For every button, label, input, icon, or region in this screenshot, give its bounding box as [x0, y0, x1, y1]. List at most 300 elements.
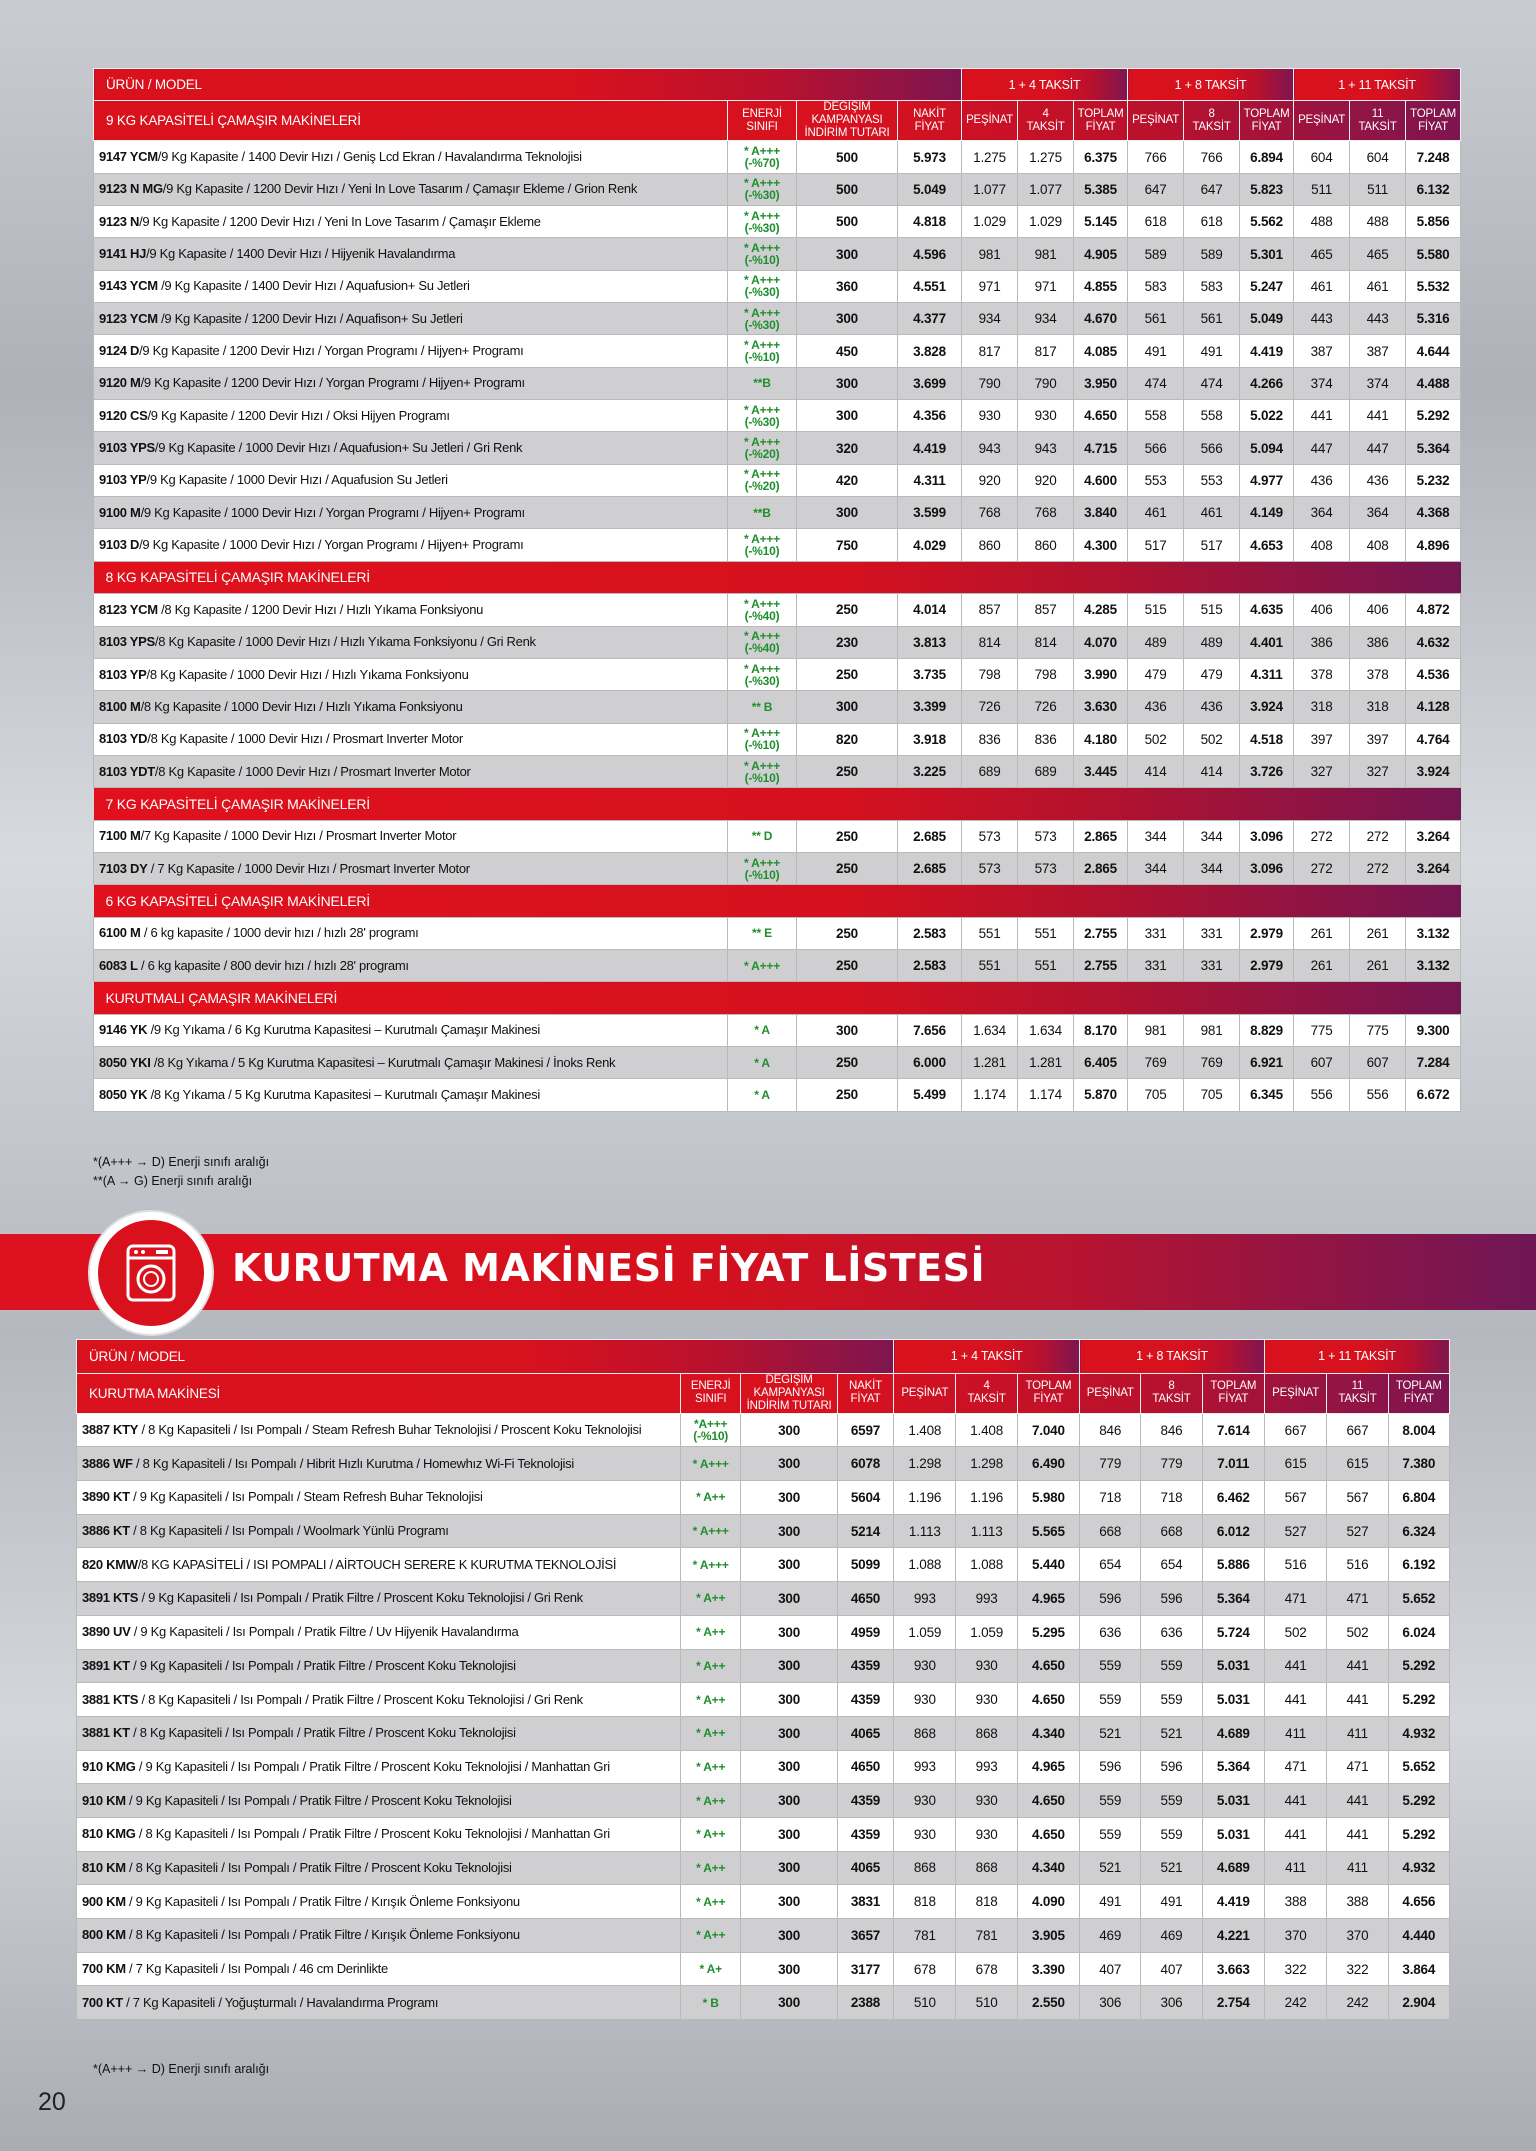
cash-price: 3177: [837, 1952, 893, 1986]
down-payment-header: PEŞİNAT: [1080, 1373, 1141, 1413]
down-payment-8: 559: [1080, 1683, 1141, 1717]
campaign-discount: 300: [741, 1582, 837, 1616]
down-payment-11: 441: [1264, 1683, 1326, 1717]
model-features: / 9 Kg Kapasiteli / Isı Pompalı / Pratik Filtre / Proscent Koku Teknolojisi / Manhattan Gri: [135, 1758, 610, 1774]
model-features: / 6 kg kapasite / 1000 devir hızı / hızlı 28' programı: [140, 925, 419, 941]
down-payment-8: 414: [1128, 755, 1184, 787]
total-price-11: 2.904: [1388, 1986, 1449, 2020]
table-row: [94, 335, 1461, 367]
total-price-8: 4.653: [1240, 529, 1294, 561]
model-code: 3891 KT: [82, 1657, 130, 1673]
model-code: 910 KMG: [82, 1758, 136, 1774]
total-price-4: 5.565: [1017, 1514, 1079, 1548]
total-price-8: 5.031: [1202, 1784, 1264, 1818]
campaign-discount: 300: [741, 1615, 837, 1649]
installment-8: 589: [1184, 238, 1240, 270]
campaign-discount: 250: [797, 917, 898, 949]
table-row: [77, 1784, 1450, 1818]
installment-11: 465: [1350, 238, 1406, 270]
energy-class: [728, 1046, 797, 1078]
table-row: [94, 626, 1461, 658]
installment-8: 474: [1184, 367, 1240, 399]
down-payment-4: 1.298: [894, 1447, 956, 1481]
down-payment-8: 769: [1128, 1046, 1184, 1078]
total-price-8: 4.311: [1240, 658, 1294, 690]
total-price-header: TOPLAM FİYAT: [1240, 101, 1294, 141]
model-code: 9103 D: [99, 537, 140, 553]
product-description: [94, 723, 728, 755]
total-price-8: 5.562: [1240, 206, 1294, 238]
cash-price: 2388: [837, 1986, 893, 2020]
total-price-11: 4.368: [1406, 497, 1461, 529]
total-price-11: 5.292: [1388, 1817, 1449, 1851]
down-payment-8: 636: [1080, 1615, 1141, 1649]
down-payment-11: 471: [1264, 1582, 1326, 1616]
energy-class: [728, 1014, 797, 1046]
down-payment-8: 718: [1080, 1481, 1141, 1515]
table-row: [94, 1079, 1461, 1111]
down-payment-4: 1.196: [894, 1481, 956, 1515]
down-payment-8: 502: [1128, 723, 1184, 755]
model-features: /8 Kg Yıkama / 5 Kg Kurutma Kapasitesi – Kurutmalı Çamaşır Makinesi: [147, 1086, 540, 1102]
down-payment-8: 491: [1128, 335, 1184, 367]
model-code: 810 KM: [82, 1859, 126, 1875]
energy-class: [728, 238, 797, 270]
down-payment-11: 667: [1264, 1413, 1326, 1447]
installment-4: 1.113: [956, 1514, 1017, 1548]
down-payment-8: 647: [1128, 173, 1184, 205]
energy-class-label: * A: [754, 1087, 770, 1102]
total-price-header: TOPLAM FİYAT: [1406, 101, 1461, 141]
installment-4: 814: [1018, 626, 1074, 658]
down-payment-4: 868: [894, 1716, 956, 1750]
model-code: 8050 YK: [99, 1086, 148, 1102]
installment-8: 479: [1184, 658, 1240, 690]
model-code: 810 KMG: [82, 1826, 136, 1842]
installment-11: 615: [1327, 1447, 1388, 1481]
energy-class-label: * A+++: [692, 1524, 729, 1539]
model-features: / 8 Kg Kapasiteli / Isı Pompalı / Woolmark Yünlü Programı: [129, 1523, 449, 1539]
down-payment-4: 818: [894, 1885, 956, 1919]
campaign-discount: 300: [797, 691, 898, 723]
total-price-8: 4.221: [1202, 1919, 1264, 1953]
down-payment-8: 521: [1080, 1851, 1141, 1885]
cash-price: 4359: [837, 1649, 893, 1683]
down-payment-4: 781: [894, 1919, 956, 1953]
total-price-8: 5.823: [1240, 173, 1294, 205]
down-payment-8: 553: [1128, 464, 1184, 496]
table-row: [94, 464, 1461, 496]
model-code: 6100 M: [99, 925, 141, 941]
installment-11: 441: [1350, 400, 1406, 432]
section-title: 6 KG KAPASİTELİ ÇAMAŞIR MAKİNELERİ: [94, 885, 1461, 917]
installment-11: 461: [1350, 270, 1406, 302]
installment-8: 654: [1141, 1548, 1202, 1582]
energy-class-percent: (-%10): [744, 738, 780, 753]
installment-11: 607: [1350, 1046, 1406, 1078]
table-row: [94, 658, 1461, 690]
total-price-11: 6.672: [1406, 1079, 1461, 1111]
down-payment-4: 971: [962, 270, 1018, 302]
total-price-4: 4.340: [1017, 1851, 1079, 1885]
total-price-4: 5.145: [1074, 206, 1128, 238]
model-code: 9141 HJ: [99, 246, 147, 262]
installment-11: 441: [1327, 1784, 1388, 1818]
energy-class: [728, 1079, 797, 1111]
installment-8: 461: [1184, 497, 1240, 529]
table-row: [77, 1952, 1450, 1986]
down-payment-11: 436: [1294, 464, 1350, 496]
energy-class-label: * A+++: [743, 208, 781, 223]
installment-11: 411: [1327, 1851, 1388, 1885]
down-payment-4: 1.408: [894, 1413, 956, 1447]
down-payment-11: 461: [1294, 270, 1350, 302]
total-price-4: 8.170: [1074, 1014, 1128, 1046]
campaign-discount: 500: [797, 141, 898, 173]
cash-price: 4065: [837, 1716, 893, 1750]
down-payment-11: 556: [1294, 1079, 1350, 1111]
down-payment-4: 798: [962, 658, 1018, 690]
table-row: [94, 723, 1461, 755]
down-payment-11: 318: [1294, 691, 1350, 723]
down-payment-11: 408: [1294, 529, 1350, 561]
cash-price: 4.818: [898, 206, 962, 238]
energy-class-label: * A++: [696, 1658, 726, 1673]
energy-class: [681, 1784, 741, 1818]
table-row: [77, 1548, 1450, 1582]
model-features: / 9 Kg Kapasiteli / Isı Pompalı / Pratik Filtre / Uv Hijyenik Havalandırma: [130, 1624, 519, 1640]
section-title: 7 KG KAPASİTELİ ÇAMAŞIR MAKİNELERİ: [94, 788, 1461, 820]
product-description: [77, 1750, 681, 1784]
table-row: [77, 1750, 1450, 1784]
installment-4: 868: [956, 1716, 1017, 1750]
model-features: /9 Kg Kapasite / 1200 Devir Hızı / Yorgan Programı / Hijyen+ Programı: [140, 375, 525, 391]
energy-class: [728, 852, 797, 884]
total-price-11: 5.652: [1388, 1750, 1449, 1784]
plan-8-header: 1 + 8 TAKSİT: [1080, 1340, 1265, 1374]
total-price-8: 5.094: [1240, 432, 1294, 464]
installment-4: 930: [956, 1683, 1017, 1717]
total-price-4: 3.905: [1017, 1919, 1079, 1953]
model-features: /9 Kg Kapasite / 1000 Devir Hızı / Yorgan Programı / Hijyen+ Programı: [139, 537, 524, 553]
banner-title: KURUTMA MAKİNESİ FİYAT LİSTESİ: [232, 1246, 986, 1290]
product-description: [94, 400, 728, 432]
product-description: [77, 1784, 681, 1818]
energy-class-label: * A++: [696, 1928, 726, 1943]
down-payment-8: 583: [1128, 270, 1184, 302]
cash-price: 4.029: [898, 529, 962, 561]
model-code: 9124 D: [99, 343, 140, 359]
total-price-11: 5.292: [1388, 1649, 1449, 1683]
installment-4: 930: [956, 1649, 1017, 1683]
down-payment-4: 1.077: [962, 173, 1018, 205]
down-payment-8: 654: [1080, 1548, 1141, 1582]
installment-8: 618: [1184, 206, 1240, 238]
table-row: [94, 1014, 1461, 1046]
campaign-discount-header: DEĞİŞİM KAMPANYASI İNDİRİM TUTARI: [741, 1373, 837, 1413]
model-features: /9 Kg Kapasite / 1200 Devir Hızı / Oksi Hijyen Programı: [147, 407, 450, 423]
installment-8: 558: [1184, 400, 1240, 432]
section-title: 9 KG KAPASİTELİ ÇAMAŞIR MAKİNELERİ: [94, 101, 728, 141]
model-features: / 8 Kg Kapasiteli / Isı Pompalı / Steam Refresh Buhar Teknolojisi / Proscent Koku Teknolojisi: [138, 1422, 642, 1438]
total-price-8: 5.301: [1240, 238, 1294, 270]
energy-class-label: * A++: [696, 1894, 726, 1909]
model-code: 3881 KT: [82, 1725, 130, 1741]
installment-11: 447: [1350, 432, 1406, 464]
energy-class-label: ** B: [751, 699, 773, 714]
total-price-11: 4.932: [1388, 1851, 1449, 1885]
installment-8: 489: [1184, 626, 1240, 658]
energy-class-label: * A++: [696, 1490, 726, 1505]
model-features: / 9 Kg Kapasiteli / Isı Pompalı / Pratik Filtre / Proscent Koku Teknolojisi: [129, 1657, 516, 1673]
down-payment-11: 775: [1294, 1014, 1350, 1046]
energy-class: [728, 917, 797, 949]
campaign-discount: 300: [741, 1817, 837, 1851]
total-price-4: 4.650: [1017, 1817, 1079, 1851]
model-features: / 7 Kg Kapasiteli / Yoğuşturmalı / Havalandırma Programı: [122, 1994, 439, 2010]
model-features: /9 Kg Kapasite / 1000 Devir Hızı / Yorgan Programı / Hijyen+ Programı: [140, 504, 525, 520]
energy-class: [681, 1851, 741, 1885]
total-price-4: 4.715: [1074, 432, 1128, 464]
product-description: [94, 594, 728, 626]
product-description: [94, 1014, 728, 1046]
model-features: / 9 Kg Kapasiteli / Isı Pompalı / Steam Refresh Buhar Teknolojisi: [129, 1489, 483, 1505]
total-price-8: 6.462: [1202, 1481, 1264, 1515]
energy-class-label: * A+++: [692, 1456, 729, 1471]
installment-8: 718: [1141, 1481, 1202, 1515]
installment-4: 1.196: [956, 1481, 1017, 1515]
installment-8: 306: [1141, 1986, 1202, 2020]
model-code: 800 KM: [82, 1927, 126, 1943]
total-price-8: 5.031: [1202, 1649, 1264, 1683]
total-price-8: 2.979: [1240, 949, 1294, 981]
campaign-discount: 360: [797, 270, 898, 302]
energy-class: [728, 529, 797, 561]
table-row: [94, 594, 1461, 626]
installment-11: 388: [1327, 1885, 1388, 1919]
down-payment-8: 469: [1080, 1919, 1141, 1953]
installment-8: 344: [1184, 820, 1240, 852]
energy-class-percent: (-%30): [744, 673, 780, 688]
energy-class-label: * A+++: [743, 726, 781, 741]
down-payment-8: 589: [1128, 238, 1184, 270]
table-row: [94, 367, 1461, 399]
installment-11: 408: [1350, 529, 1406, 561]
campaign-discount: 300: [741, 1548, 837, 1582]
total-price-8: 7.614: [1202, 1413, 1264, 1447]
campaign-discount: 300: [741, 1986, 837, 2020]
installment-4: 1.029: [1018, 206, 1074, 238]
down-payment-8: 521: [1080, 1716, 1141, 1750]
total-price-header: TOPLAM FİYAT: [1017, 1373, 1079, 1413]
cash-price: 4.419: [898, 432, 962, 464]
down-payment-4: 1.281: [962, 1046, 1018, 1078]
installment-8: 331: [1184, 949, 1240, 981]
product-description: [94, 658, 728, 690]
table-row: [77, 1514, 1450, 1548]
total-price-8: 5.031: [1202, 1817, 1264, 1851]
product-description: [94, 238, 728, 270]
installment-4: 726: [1018, 691, 1074, 723]
model-code: 3886 WF: [82, 1455, 133, 1471]
down-payment-4: 817: [962, 335, 1018, 367]
cash-price-header: NAKİT FİYAT: [898, 101, 962, 141]
table-row: [77, 1919, 1450, 1953]
model-code: 8103 YPS: [99, 634, 155, 650]
model-features: /8 Kg Yıkama / 5 Kg Kurutma Kapasitesi – Kurutmalı Çamaşır Makinesi / İnoks Renk: [150, 1054, 616, 1070]
product-description: [94, 626, 728, 658]
installment-8: 981: [1184, 1014, 1240, 1046]
model-code: 3891 KTS: [82, 1590, 139, 1606]
installment-4: 857: [1018, 594, 1074, 626]
model-features: / 8 Kg Kapasiteli / Isı Pompalı / Hibrit Hızlı Kurutma / Homewhız Wi-Fi Teknolojisi: [132, 1455, 574, 1471]
model-features: /9 Kg Kapasite / 1200 Devir Hızı / Aquafison+ Su Jetleri: [157, 310, 463, 326]
down-payment-4: 836: [962, 723, 1018, 755]
model-code: 9143 YCM: [99, 278, 158, 294]
installment-11: 775: [1350, 1014, 1406, 1046]
energy-class-percent: (-%30): [744, 317, 780, 332]
table-row: [94, 949, 1461, 981]
installment-4: 993: [956, 1582, 1017, 1616]
down-payment-11: 447: [1294, 432, 1350, 464]
model-features: / 9 Kg Kapasiteli / Isı Pompalı / Pratik Filtre / Kırışık Önleme Fonksiyonu: [125, 1893, 520, 1909]
installment-8: 436: [1184, 691, 1240, 723]
total-price-4: 4.340: [1017, 1716, 1079, 1750]
table-row: [94, 820, 1461, 852]
table-row: [94, 852, 1461, 884]
total-price-11: 5.232: [1406, 464, 1461, 496]
down-payment-8: 491: [1080, 1885, 1141, 1919]
campaign-discount: 420: [797, 464, 898, 496]
total-price-4: 5.980: [1017, 1481, 1079, 1515]
down-payment-header: PEŞİNAT: [1294, 101, 1350, 141]
installment-4: 768: [1018, 497, 1074, 529]
installment-4: 1.059: [956, 1615, 1017, 1649]
campaign-discount: 250: [797, 949, 898, 981]
energy-class: [728, 949, 797, 981]
energy-class-label: * A+++: [743, 338, 781, 353]
total-price-8: 5.364: [1202, 1750, 1264, 1784]
down-payment-8: 559: [1080, 1784, 1141, 1818]
installment-8: 344: [1184, 852, 1240, 884]
cash-price: 3.225: [898, 755, 962, 787]
down-payment-11: 386: [1294, 626, 1350, 658]
total-price-11: 5.292: [1388, 1784, 1449, 1818]
model-features: / 7 Kg Kapasiteli / Isı Pompalı / 46 cm Derinlikte: [125, 1961, 388, 1977]
total-price-8: 3.096: [1240, 852, 1294, 884]
installment-11: 502: [1327, 1615, 1388, 1649]
model-code: 8103 YDT: [99, 763, 155, 779]
installment-11: 488: [1350, 206, 1406, 238]
campaign-discount: 300: [797, 238, 898, 270]
installment-8: 414: [1184, 755, 1240, 787]
total-price-11: 4.872: [1406, 594, 1461, 626]
installment-8: 331: [1184, 917, 1240, 949]
energy-class-label: * A+++: [743, 855, 781, 870]
section-row: [94, 561, 1461, 593]
down-payment-8: 331: [1128, 949, 1184, 981]
cash-price: 4.596: [898, 238, 962, 270]
table-row: [94, 303, 1461, 335]
campaign-discount: 320: [797, 432, 898, 464]
down-payment-8: 461: [1128, 497, 1184, 529]
down-payment-4: 551: [962, 949, 1018, 981]
total-price-8: 5.886: [1202, 1548, 1264, 1582]
product-description: [77, 1615, 681, 1649]
total-price-8: 6.894: [1240, 141, 1294, 173]
energy-class: [681, 1582, 741, 1616]
product-description: [77, 1817, 681, 1851]
total-price-11: 4.128: [1406, 691, 1461, 723]
down-payment-11: 441: [1264, 1649, 1326, 1683]
down-payment-11: 465: [1294, 238, 1350, 270]
total-price-11: 3.864: [1388, 1952, 1449, 1986]
total-price-4: 2.755: [1074, 949, 1128, 981]
down-payment-4: 573: [962, 820, 1018, 852]
installment-4: 1.634: [1018, 1014, 1074, 1046]
total-price-header: TOPLAM FİYAT: [1074, 101, 1128, 141]
energy-class: [681, 1952, 741, 1986]
total-price-4: 4.650: [1074, 400, 1128, 432]
model-features: /8 Kg Kapasite / 1000 Devir Hızı / Hızlı Yıkama Fonksiyonu: [146, 666, 469, 682]
campaign-discount-header: DEĞİŞİM KAMPANYASI İNDİRİM TUTARI: [797, 101, 898, 141]
down-payment-8: 566: [1128, 432, 1184, 464]
table-row: [77, 1885, 1450, 1919]
energy-class-label: * A+++: [743, 958, 781, 973]
campaign-discount: 300: [741, 1952, 837, 1986]
energy-class-label: * A+++: [743, 402, 781, 417]
cash-price: 3.828: [898, 335, 962, 367]
table-row: [94, 432, 1461, 464]
model-code: 7100 M: [99, 828, 141, 844]
model-features: /9 Kg Kapasite / 1000 Devir Hızı / Aquafusion+ Su Jetleri / Gri Renk: [154, 440, 523, 456]
installment-4-header: 4 TAKSİT: [956, 1373, 1017, 1413]
installment-4: 1.408: [956, 1413, 1017, 1447]
cash-price: 4359: [837, 1683, 893, 1717]
model-code: 9120 CS: [99, 407, 148, 423]
energy-class-label: * A++: [696, 1692, 726, 1707]
total-price-11: 5.292: [1406, 400, 1461, 432]
down-payment-8: 561: [1128, 303, 1184, 335]
product-description: [77, 1885, 681, 1919]
energy-class-label: ** D: [751, 829, 773, 844]
energy-class-percent: (-%10): [693, 1429, 729, 1444]
down-payment-11: 604: [1294, 141, 1350, 173]
total-price-8: 6.012: [1202, 1514, 1264, 1548]
installment-8: 407: [1141, 1952, 1202, 1986]
campaign-discount: 250: [797, 1046, 898, 1078]
total-price-4: 4.600: [1074, 464, 1128, 496]
energy-class: [681, 1919, 741, 1953]
product-description: [94, 141, 728, 173]
table-row: [94, 1046, 1461, 1078]
installment-11: 516: [1327, 1548, 1388, 1582]
model-features: / 9 Kg Kapasiteli / Isı Pompalı / Pratik Filtre / Proscent Koku Teknolojisi: [125, 1792, 512, 1808]
down-payment-11: 516: [1264, 1548, 1326, 1582]
model-code: 9103 YP: [99, 472, 147, 488]
model-features: /8 Kg Kapasite / 1200 Devir Hızı / Hızlı Yıkama Fonksiyonu: [157, 601, 484, 617]
energy-class-label: * A+++: [743, 273, 781, 288]
down-payment-8: 517: [1128, 529, 1184, 561]
model-code: 3887 KTY: [82, 1422, 139, 1438]
installment-11: 386: [1350, 626, 1406, 658]
installment-11: 441: [1327, 1817, 1388, 1851]
installment-11: 272: [1350, 820, 1406, 852]
cash-price: 4.551: [898, 270, 962, 302]
model-code: 700 KT: [82, 1994, 123, 2010]
model-code: 900 KM: [82, 1893, 126, 1909]
total-price-11: 3.132: [1406, 949, 1461, 981]
